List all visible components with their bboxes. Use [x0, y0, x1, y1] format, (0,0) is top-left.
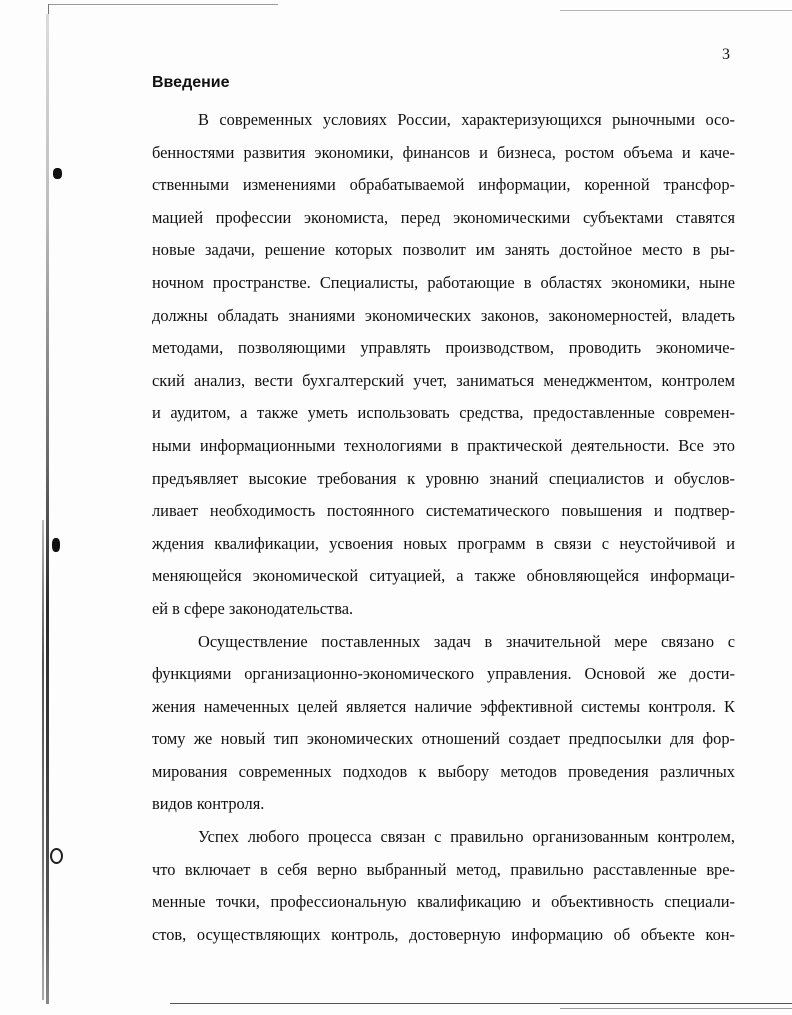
text-line: мирования современных подходов к выбору методов проведения различных — [152, 761, 735, 781]
text-line: бенностями развития экономики, финансов и бизнеса, ростом объема и каче- — [152, 142, 735, 162]
scan-edge-bottom-2 — [560, 1008, 792, 1009]
binder-hole-mark — [50, 848, 63, 864]
text-line: должны обладать знаниями экономических законов, закономерностей, владеть — [152, 305, 735, 325]
scan-edge-corner — [48, 4, 49, 14]
text-line: ночном пространстве. Специалисты, работающие в областях экономики, ныне — [152, 272, 735, 292]
text-line: ей в сфере законодательства. — [152, 598, 354, 618]
text-line: что включает в себя верно выбранный метод, правильно расставленные вре- — [152, 859, 735, 879]
paragraph — [152, 104, 735, 626]
section-heading: Введение — [152, 74, 230, 91]
text-line: функциями организационно-экономического управления. Основой же дости- — [152, 664, 735, 684]
text-line: стов, осуществляющих контроль, достоверную информацию об объекте кон- — [152, 924, 735, 944]
text-line: методами, позволяющими управлять производством, проводить экономиче- — [152, 338, 735, 358]
text-line: ский анализ, вести бухгалтерский учет, заниматься менеджментом, контролем — [152, 370, 735, 390]
page-number: 3 — [722, 46, 730, 63]
binder-hole-mark — [53, 168, 62, 179]
text-line: новые задачи, решение которых позволит им занять достойное место в ры- — [152, 240, 735, 260]
text-line: ственными изменениями обрабатываемой информации, коренной трансфор- — [152, 175, 735, 195]
text-line: Успех любого процесса связан с правильно организованным контролем, — [198, 827, 735, 847]
text-line: ждения квалификации, усвоения новых программ в связи с неустойчивой и — [152, 533, 735, 553]
scan-edge-left — [46, 14, 49, 1004]
text-line: ливает необходимость постоянного систематического повышения и подтвер- — [152, 501, 735, 521]
scan-edge-left-shadow — [42, 520, 44, 1000]
text-line: тому же новый тип экономических отношений создает предпосылки для фор- — [152, 729, 735, 749]
scan-edge-top-right — [560, 10, 792, 11]
text-line: ными информационными технологиями в практической деятельности. Все это — [152, 435, 735, 455]
paragraph — [152, 821, 735, 951]
text-line: и аудитом, а также уметь использовать средства, предоставленные современ- — [152, 403, 735, 423]
text-line: видов контроля. — [152, 794, 265, 814]
text-line: предъявляет высокие требования к уровню знаний специалистов и обуслов- — [152, 468, 735, 488]
scan-edge-top — [48, 4, 278, 5]
binder-hole-mark — [52, 538, 60, 552]
paragraph — [152, 626, 735, 822]
text-line: В современных условиях России, характеризующихся рыночными осо- — [198, 110, 735, 129]
text-line: жения намеченных целей является наличие эффективной системы контроля. К — [152, 696, 735, 716]
scan-edge-bottom — [170, 1003, 792, 1004]
text-line: мацией профессии экономиста, перед экономическими субъектами ставятся — [152, 207, 735, 227]
text-line: меняющейся экономической ситуацией, а также обновляющейся информаци- — [152, 566, 735, 586]
text-line: менные точки, профессиональную квалификацию и объективность специали- — [152, 892, 735, 912]
text-line: Осуществление поставленных задач в значительной мере связано с — [198, 631, 735, 651]
body-text — [152, 104, 735, 951]
